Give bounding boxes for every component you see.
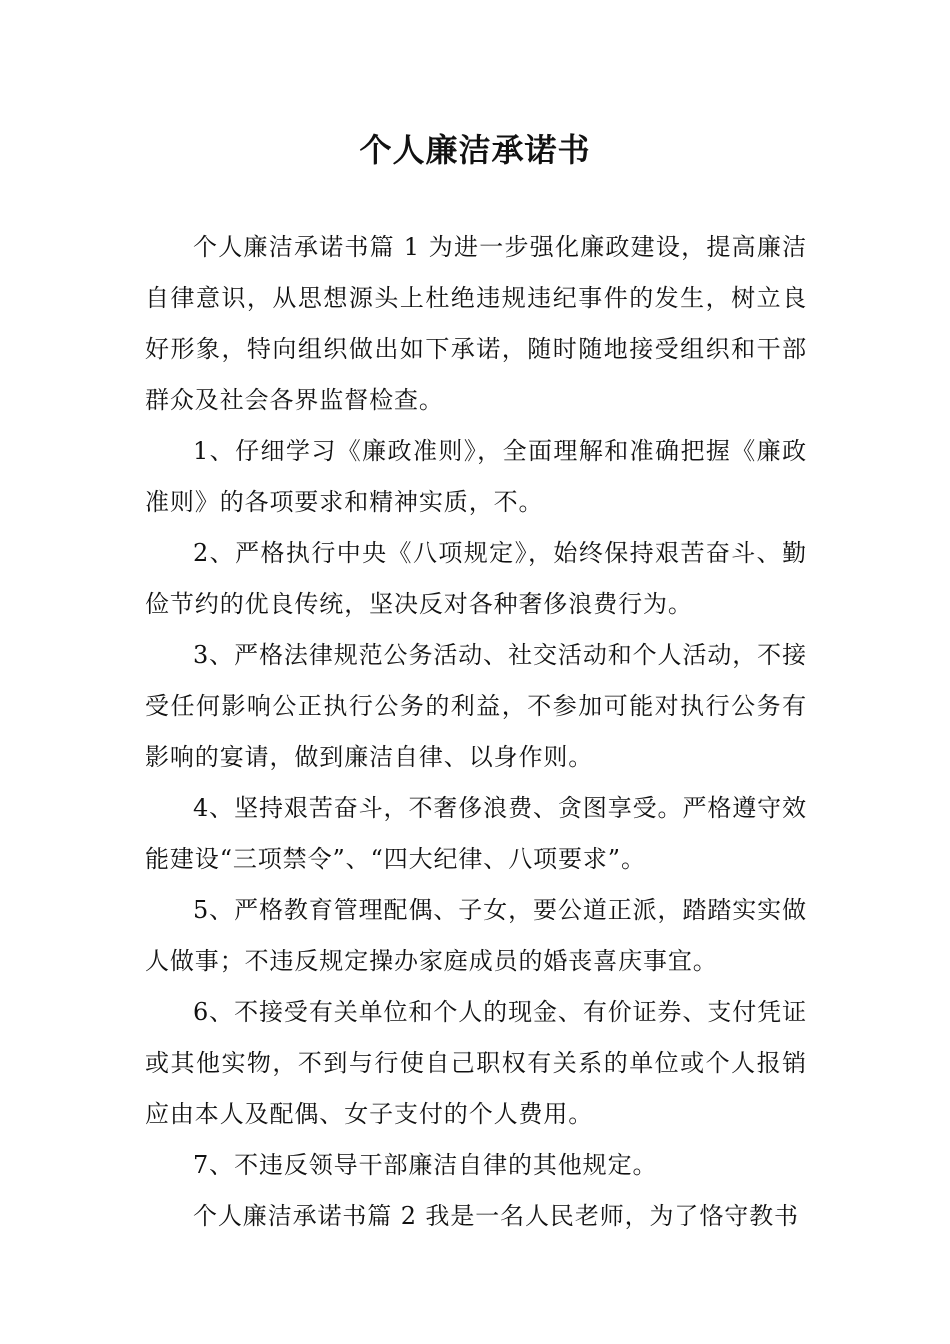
paragraph-intro: 个人廉洁承诺书篇 1 为进一步强化廉政建设，提高廉洁自律意识，从思想源头上杜绝违规违纪事件的发生，树立良好形象，特向组织做出如下承诺，随时随地接受组织和干部群众及社会各界监督检查。: [145, 233, 807, 414]
document-title: 个人廉洁承诺书: [359, 131, 591, 169]
paragraph-item-6: 6、不接受有关单位和个人的现金、有价证券、支付凭证或其他实物，不到与行使自己职权有关系的单位或个人报销应由本人及配偶、女子支付的个人费用。: [145, 998, 807, 1128]
document-body: [145, 222, 807, 1242]
paragraph-item-4: 4、坚持艰苦奋斗，不奢侈浪费、贪图享受。严格遵守效能建设“三项禁令”、“四大纪律、八项要求”。: [145, 794, 807, 873]
paragraph-item-1: 1、仔细学习《廉政准则》，全面理解和准确把握《廉政准则》的各项要求和精神实质，不。: [145, 437, 807, 516]
paragraph-section-2: 个人廉洁承诺书篇 2 我是一名人民老师，为了恪守教书: [193, 1202, 799, 1230]
paragraph-item-2: 2、严格执行中央《八项规定》，始终保持艰苦奋斗、勤俭节约的优良传统，坚决反对各种奢侈浪费行为。: [145, 539, 807, 618]
paragraph-item-7: 7、不违反领导干部廉洁自律的其他规定。: [193, 1151, 658, 1179]
paragraph-item-3: 3、严格法律规范公务活动、社交活动和个人活动，不接受任何影响公正执行公务的利益，不参加可能对执行公务有影响的宴请，做到廉洁自律、以身作则。: [145, 641, 807, 771]
paragraph-item-5: 5、严格教育管理配偶、子女，要公道正派，踏踏实实做人做事；不违反规定操办家庭成员的婚丧喜庆事宜。: [145, 896, 807, 975]
